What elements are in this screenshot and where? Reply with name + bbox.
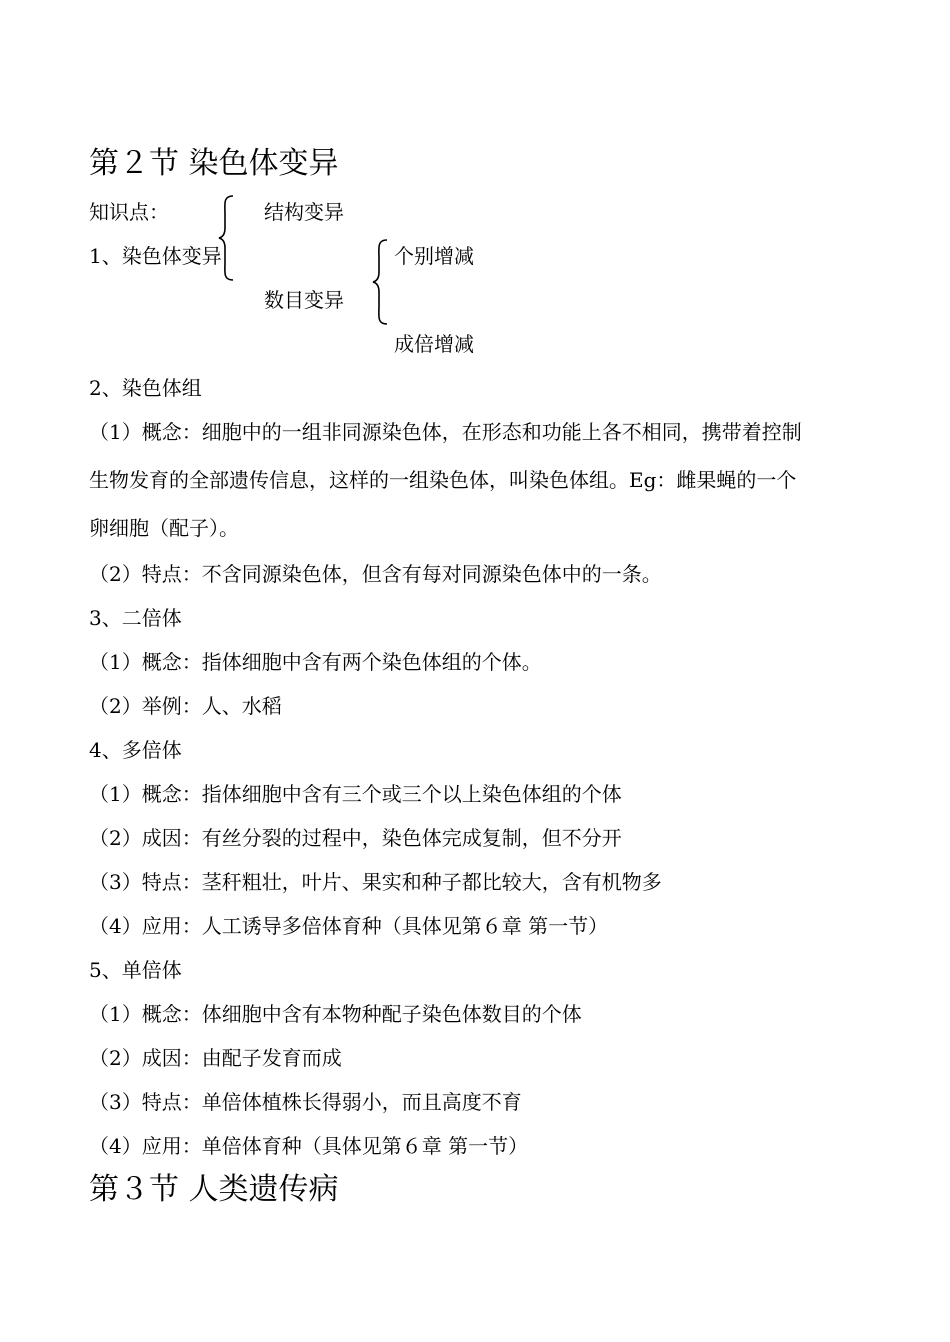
branch-structural-variation: 结构变异 bbox=[264, 200, 344, 224]
item5-application: （4）应用：单倍体育种（具体见第６章 第一节） bbox=[89, 1134, 529, 1158]
item2-heading: 2、染色体组 bbox=[89, 376, 202, 400]
section-title-chromosome-variation: 第２节 染色体变异 bbox=[89, 146, 339, 181]
item2-concept-line1: （1）概念：细胞中的一组非同源染色体，在形态和功能上各不相同，携带着控制 bbox=[89, 420, 802, 444]
item5-feature: （3）特点：单倍体植株长得弱小，而且高度不育 bbox=[89, 1090, 522, 1114]
knowledge-points-label: 知识点： bbox=[89, 200, 169, 224]
right-brace-path bbox=[373, 240, 387, 324]
item4-application: （4）应用：人工诱导多倍体育种（具体见第６章 第一节） bbox=[89, 914, 609, 938]
item4-concept: （1）概念：指体细胞中含有三个或三个以上染色体组的个体 bbox=[89, 782, 622, 806]
left-brace-icon bbox=[217, 194, 239, 282]
branch-numerical-variation: 数目变异 bbox=[264, 288, 344, 312]
item5-concept: （1）概念：体细胞中含有本物种配子染色体数目的个体 bbox=[89, 1002, 582, 1026]
item2-concept-line2: 生物发育的全部遗传信息，这样的一组染色体，叫染色体组。Eg：雌果蝇的一个 bbox=[89, 468, 797, 492]
item4-cause: （2）成因：有丝分裂的过程中，染色体完成复制，但不分开 bbox=[89, 826, 622, 850]
item2-feature: （2）特点：不含同源染色体，但含有每对同源染色体中的一条。 bbox=[89, 562, 662, 586]
left-brace-path bbox=[219, 196, 233, 280]
item5-heading: 5、单倍体 bbox=[89, 958, 182, 982]
item2-concept-line3: 卵细胞（配子）。 bbox=[89, 516, 239, 540]
item3-example: （2）举例：人、水稻 bbox=[89, 694, 282, 718]
item1-label: 1、染色体变异 bbox=[89, 244, 222, 268]
sub-individual-change: 个别增减 bbox=[394, 244, 474, 268]
item4-heading: 4、多倍体 bbox=[89, 738, 182, 762]
item5-cause: （2）成因：由配子发育而成 bbox=[89, 1046, 342, 1070]
right-brace-icon bbox=[371, 238, 393, 326]
sub-multiple-change: 成倍增减 bbox=[394, 332, 474, 356]
item4-feature: （3）特点：茎秆粗壮，叶片、果实和种子都比较大，含有机物多 bbox=[89, 870, 662, 894]
item3-concept: （1）概念：指体细胞中含有两个染色体组的个体。 bbox=[89, 650, 542, 674]
section-title-human-genetic-diseases: 第３节 人类遗传病 bbox=[89, 1172, 339, 1207]
item3-heading: 3、二倍体 bbox=[89, 606, 182, 630]
